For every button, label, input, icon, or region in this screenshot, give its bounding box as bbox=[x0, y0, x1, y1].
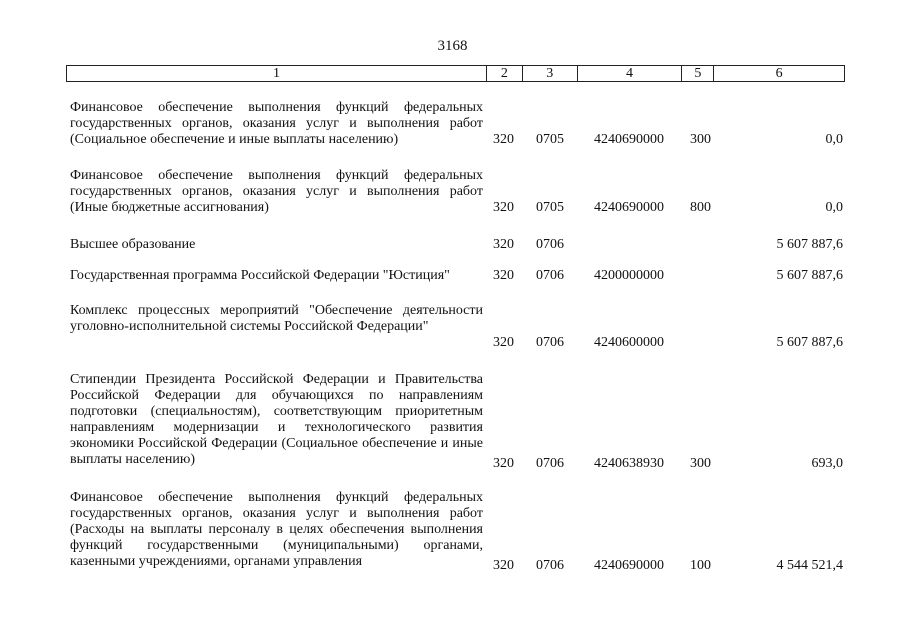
row-value-col3: 0706 bbox=[536, 558, 564, 573]
row-value-col3: 0706 bbox=[536, 268, 564, 283]
column-header-4: 4 bbox=[578, 66, 683, 81]
table-row bbox=[0, 168, 905, 216]
row-value-col3: 0706 bbox=[536, 237, 564, 252]
table-row bbox=[0, 268, 905, 284]
table-row bbox=[0, 100, 905, 148]
table-row bbox=[0, 303, 905, 351]
row-description: Финансовое обеспечение выполнения функций федеральных государственных органов, оказания услуг и выполнения работ (Расходы на выплаты персоналу в целях обеспечения выполнения функций государственными (муниципальными) органами, казенными учреждениями, органами управления bbox=[70, 490, 483, 569]
row-description: Государственная программа Российской Федерации "Юстиция" bbox=[70, 268, 450, 283]
row-value-col3: 0706 bbox=[536, 456, 564, 471]
row-description: Высшее образование bbox=[70, 237, 196, 252]
table-header bbox=[66, 65, 845, 82]
row-value-col4: 4240690000 bbox=[594, 558, 664, 573]
row-value-col5: 300 bbox=[690, 132, 711, 147]
column-header-1: 1 bbox=[67, 66, 487, 81]
row-value-col4: 4200000000 bbox=[594, 268, 664, 283]
column-header-6: 6 bbox=[775, 66, 783, 81]
row-value-col3: 0705 bbox=[536, 200, 564, 215]
row-value-col2: 320 bbox=[493, 335, 514, 350]
table-row bbox=[0, 490, 905, 574]
table-row bbox=[0, 237, 905, 253]
row-value-col6: 5 607 887,6 bbox=[776, 237, 843, 252]
row-value-col5: 300 bbox=[690, 456, 711, 471]
row-value-col3: 0706 bbox=[536, 335, 564, 350]
row-value-col6: 0,0 bbox=[825, 132, 843, 147]
column-header-5: 5 bbox=[682, 66, 714, 81]
row-value-col6: 693,0 bbox=[811, 456, 843, 471]
row-description: Комплекс процессных мероприятий "Обеспечение деятельности уголовно-исполнительной системы Российской Федерации" bbox=[70, 303, 483, 334]
row-value-col4: 4240690000 bbox=[594, 200, 664, 215]
row-value-col5: 800 bbox=[690, 200, 711, 215]
table-row bbox=[0, 372, 905, 472]
row-value-col6: 5 607 887,6 bbox=[776, 335, 843, 350]
row-description: Финансовое обеспечение выполнения функций федеральных государственных органов, оказания услуг и выполнения работ (Социальное обеспечение и иные выплаты населению) bbox=[70, 100, 483, 147]
page-number: 3168 bbox=[437, 38, 468, 54]
row-value-col4: 4240690000 bbox=[594, 132, 664, 147]
row-value-col2: 320 bbox=[493, 132, 514, 147]
column-header-2: 2 bbox=[487, 66, 523, 81]
row-value-col2: 320 bbox=[493, 558, 514, 573]
row-value-col6: 0,0 bbox=[825, 200, 843, 215]
row-description: Стипендии Президента Российской Федерации и Правительства Российской Федерации для обучающихся по направлениям подготовки (специальностям), соответствующим приоритетным направлениям модернизации и технологического развития экономики Российской Федерации (Социальное обеспечение и иные выплаты населению) bbox=[70, 372, 483, 467]
row-value-col6: 4 544 521,4 bbox=[776, 558, 843, 573]
row-value-col3: 0705 bbox=[536, 132, 564, 147]
row-value-col4: 4240638930 bbox=[594, 456, 664, 471]
row-value-col2: 320 bbox=[493, 268, 514, 283]
row-value-col2: 320 bbox=[493, 456, 514, 471]
row-value-col2: 320 bbox=[493, 237, 514, 252]
row-value-col6: 5 607 887,6 bbox=[776, 268, 843, 283]
column-header-3: 3 bbox=[523, 66, 578, 81]
row-value-col2: 320 bbox=[493, 200, 514, 215]
row-value-col5: 100 bbox=[690, 558, 711, 573]
row-description: Финансовое обеспечение выполнения функций федеральных государственных органов, оказания услуг и выполнения работ (Иные бюджетные ассигнования) bbox=[70, 168, 483, 215]
row-value-col4: 4240600000 bbox=[594, 335, 664, 350]
